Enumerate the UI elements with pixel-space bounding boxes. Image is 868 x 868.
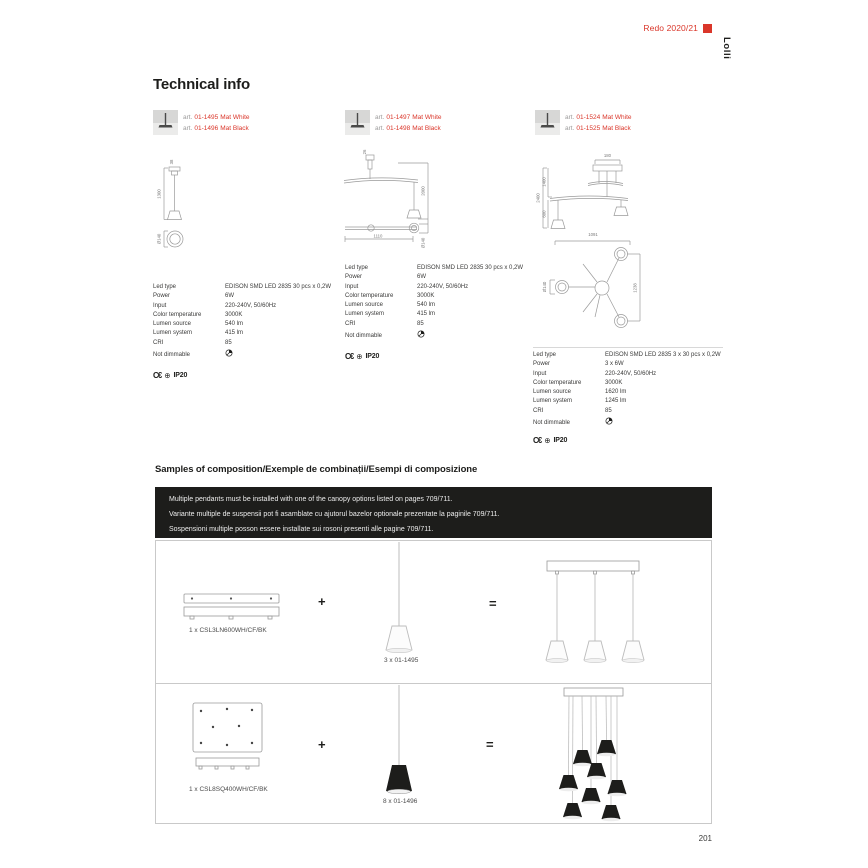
spec-row <box>533 370 723 379</box>
spec-label: Lumen system <box>345 311 385 318</box>
product3-cert-row <box>533 436 567 445</box>
art-finish: Mat Black <box>412 125 441 132</box>
svg-text:1400: 1400 <box>541 177 547 187</box>
spec-value: 540 lm <box>417 302 436 309</box>
spec-value: 6W <box>225 293 234 300</box>
art-prefix: art. <box>375 125 385 132</box>
svg-text:Ø140: Ø140 <box>542 281 547 293</box>
square-canopy-drawing <box>189 700 269 772</box>
notice-line: Sospensioni multiple posson essere installate sui rosoni presenti alle pagine 709/711. <box>169 525 434 533</box>
spec-value: 85 <box>417 320 424 327</box>
art-prefix: art. <box>183 125 193 132</box>
pendant-type-icon <box>153 110 178 135</box>
cluster-composition-result <box>549 686 659 822</box>
spec-label: Lumen source <box>533 389 572 396</box>
spec-value: 415 lm <box>225 330 244 337</box>
art-code: 01-1498 <box>386 125 411 132</box>
plus-operator: + <box>318 737 326 752</box>
art-line <box>183 123 250 134</box>
spec-value: EDISON SMD LED 2835 3 x 30 pcs x 0,2W <box>605 352 721 358</box>
spec-label: Led type <box>533 352 557 358</box>
spec-value: 3000K <box>417 292 435 299</box>
cert-circle-icon: ⊕ <box>356 352 363 361</box>
art-code: 01-1497 <box>386 114 411 121</box>
product1-cert-row <box>153 371 187 380</box>
svg-text:Ø140: Ø140 <box>156 233 162 245</box>
pendant-type-icon <box>535 110 560 135</box>
art-finish: Mat White <box>602 114 632 121</box>
product2-art-block <box>345 110 442 135</box>
canopy-code-label: 1 x CSL3LN600WH/CF/BK <box>189 627 267 634</box>
composition-row-2 <box>155 684 712 824</box>
spec-row <box>533 360 723 369</box>
ip-rating: IP20 <box>553 437 568 444</box>
spec-label: Input <box>533 370 547 377</box>
spec-row-not-dimmable: Not dimmable <box>533 416 723 428</box>
spec-row-not-dimmable: Not dimmable <box>345 329 527 341</box>
svg-text:2000: 2000 <box>420 186 426 196</box>
spec-label: Lumen source <box>153 321 192 328</box>
spec-row <box>345 320 527 329</box>
spec-row <box>345 301 527 310</box>
spec-value: EDISON SMD LED 2835 30 pcs x 0,2W <box>417 265 524 271</box>
equals-operator: = <box>489 596 497 611</box>
spec-row <box>153 311 335 320</box>
spec-row <box>345 310 527 319</box>
spec-value: 6W <box>417 274 426 281</box>
spec-label: CRI <box>533 407 544 414</box>
canopy-code-label: 1 x CSL8SQ400WH/CF/BK <box>189 786 268 793</box>
product3-spec-table <box>533 347 723 428</box>
svg-text:600: 600 <box>541 210 547 218</box>
spec-label: Input <box>153 302 167 309</box>
spec-label: Lumen system <box>533 398 573 405</box>
spec-row <box>153 302 335 311</box>
not-dimmable-icon <box>605 417 613 425</box>
spec-row <box>533 388 723 397</box>
spec-row <box>533 379 723 388</box>
spec-value: 1620 lm <box>605 389 627 396</box>
spec-label: Lumen source <box>345 302 384 309</box>
spec-row <box>153 320 335 329</box>
pendant-qty-label: 8 x 01-1496 <box>383 798 418 805</box>
equals-operator: = <box>486 737 494 752</box>
spec-row <box>153 283 335 292</box>
black-pendant-drawing <box>371 685 431 797</box>
spec-label: Color temperature <box>153 311 202 318</box>
composition-row-1 <box>155 540 712 684</box>
svg-text:Ø140: Ø140 <box>420 237 426 249</box>
spec-row <box>533 351 723 360</box>
installation-notice <box>155 487 712 538</box>
svg-text:1300: 1300 <box>156 189 162 199</box>
art-line <box>565 112 632 123</box>
art-code: 01-1495 <box>194 114 219 121</box>
spec-row <box>345 273 527 282</box>
spec-value: 3000K <box>605 379 623 386</box>
spec-value: 3000K <box>225 311 243 318</box>
product2-technical-drawing <box>340 144 470 256</box>
spec-row <box>153 329 335 338</box>
art-finish: Mat Black <box>602 125 631 132</box>
samples-heading: Samples of composition/Exemple de combinații/Esempi di composizione <box>155 464 478 475</box>
spec-label: CRI <box>153 339 164 346</box>
spec-label: Led type <box>153 284 177 290</box>
not-dimmable-icon <box>225 349 233 357</box>
product1-art-block <box>153 110 250 135</box>
pendant-qty-label: 3 x 01-1495 <box>384 657 419 664</box>
spec-label: CRI <box>345 320 356 327</box>
cert-circle-icon: ⊕ <box>164 371 171 380</box>
page-number: 201 <box>698 834 712 843</box>
plus-operator: + <box>318 594 326 609</box>
ip-rating: IP20 <box>365 353 380 360</box>
spec-value: 85 <box>225 339 232 346</box>
spec-value: 3 x 6W <box>605 361 624 368</box>
svg-text:38: 38 <box>169 159 174 165</box>
collection-name: Lolli <box>721 37 732 60</box>
svg-text:1110: 1110 <box>373 233 383 239</box>
spec-label: Power <box>533 361 551 368</box>
svg-text:1091: 1091 <box>588 232 598 237</box>
cert-circle-icon: ⊕ <box>544 436 551 445</box>
brand-row <box>643 23 712 33</box>
art-prefix: art. <box>565 114 575 121</box>
art-finish: Mat White <box>412 114 442 121</box>
svg-text:1238: 1238 <box>632 283 638 293</box>
spec-row <box>533 397 723 406</box>
product1-spec-table <box>153 283 335 360</box>
spec-value: 415 lm <box>417 311 436 318</box>
art-line <box>375 123 442 134</box>
spec-value: 220-240V, 50/60Hz <box>605 370 657 377</box>
art-finish: Mat Black <box>220 125 249 132</box>
ip-rating: IP20 <box>173 372 188 379</box>
art-prefix: art. <box>375 114 385 121</box>
svg-text:180: 180 <box>603 153 612 158</box>
brand-title: Redo 2020/21 <box>643 23 698 33</box>
spec-label: Led type <box>345 265 369 271</box>
not-dimmable-icon <box>417 330 425 338</box>
ce-mark: C€ <box>533 436 542 445</box>
pendant-type-icon <box>345 110 370 135</box>
art-finish: Mat White <box>220 114 250 121</box>
art-prefix: art. <box>565 125 575 132</box>
spec-row <box>345 283 527 292</box>
art-line <box>183 112 250 123</box>
art-prefix: art. <box>183 114 193 121</box>
page-title: Technical info <box>153 76 250 93</box>
art-line <box>375 112 442 123</box>
notice-line: Variante multiple de suspensii pot fi asamblate cu ajutorul bazelor optionale prezentate la paginile 709/711. <box>169 510 500 518</box>
spec-row <box>153 339 335 348</box>
art-line <box>565 123 632 134</box>
spec-value: 220-240V, 50/60Hz <box>417 283 469 290</box>
spec-value: 540 lm <box>225 321 244 328</box>
spec-row <box>345 264 527 273</box>
spec-row-not-dimmable: Not dimmable <box>153 348 335 360</box>
product2-cert-row <box>345 352 379 361</box>
ce-mark: C€ <box>153 371 162 380</box>
spec-label: Power <box>153 293 171 300</box>
svg-text:2400: 2400 <box>535 193 541 203</box>
spec-label: Lumen system <box>153 330 193 337</box>
spec-row <box>533 407 723 416</box>
spec-label: Input <box>345 283 359 290</box>
spec-row <box>153 292 335 301</box>
product3-art-block <box>535 110 632 135</box>
white-pendant-drawing <box>371 542 431 655</box>
product3-technical-drawing <box>533 146 723 346</box>
notice-line: Multiple pendants must be installed with one of the canopy options listed on pages 709/711. <box>169 496 453 503</box>
spec-row <box>345 292 527 301</box>
spec-value: 220-240V, 50/60Hz <box>225 302 277 309</box>
linear-composition-result <box>541 557 651 667</box>
spec-label: Power <box>345 274 363 281</box>
art-code: 01-1524 <box>576 114 601 121</box>
product1-technical-drawing <box>153 148 273 263</box>
art-code: 01-1525 <box>576 125 601 132</box>
svg-text:26: 26 <box>362 149 367 155</box>
brand-square-icon <box>703 24 712 33</box>
spec-label: Color temperature <box>533 379 582 386</box>
ce-mark: C€ <box>345 352 354 361</box>
art-code: 01-1496 <box>194 125 219 132</box>
product2-spec-table <box>345 264 527 341</box>
linear-canopy-drawing <box>179 591 284 623</box>
spec-value: 85 <box>605 407 612 414</box>
spec-value: EDISON SMD LED 2835 30 pcs x 0,2W <box>225 284 332 290</box>
spec-value: 1245 lm <box>605 398 627 405</box>
spec-label: Color temperature <box>345 292 394 299</box>
